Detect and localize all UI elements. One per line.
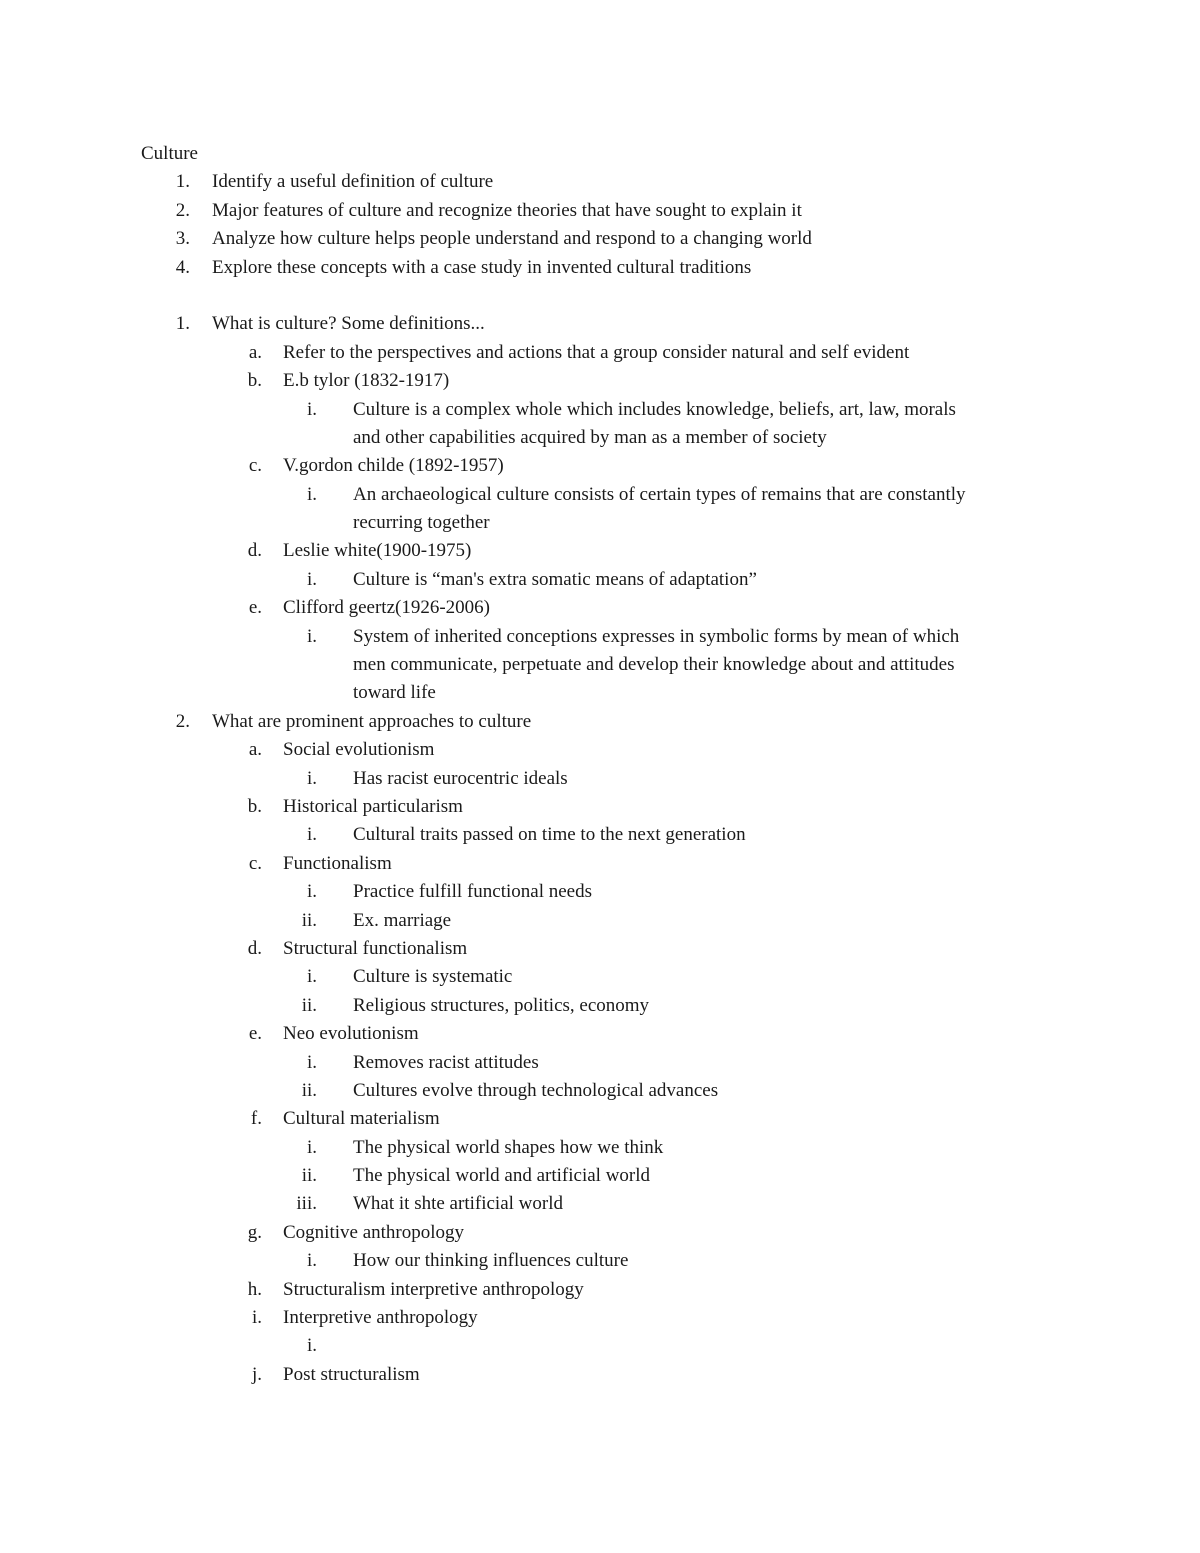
outline-subitem-text: Structural functionalism [283, 937, 468, 959]
outline-subitem-text: Functionalism [283, 852, 392, 874]
outline-detail-marker: i. [306, 625, 317, 647]
outline-subitem [0, 1361, 1200, 1389]
outline-subitem-marker: a. [248, 341, 262, 363]
outline-detail-marker: ii. [301, 1165, 317, 1187]
outline-detail [0, 765, 1200, 793]
outline-detail [0, 1134, 1200, 1162]
outline-detail-marker: i. [306, 966, 317, 988]
outline-detail-marker: i. [306, 767, 317, 789]
outline-section [0, 310, 1200, 338]
outline-section [0, 708, 1200, 736]
outline-detail [0, 623, 1200, 651]
outline-subitem-marker: e. [248, 1023, 262, 1045]
outline-subitem-text: Leslie white(1900-1975) [283, 540, 472, 562]
outline-detail-marker: ii. [301, 994, 317, 1016]
outline-subitem-text: V.gordon childe (1892-1957) [283, 455, 504, 477]
objective-item-marker: 3. [175, 228, 190, 250]
outline-subitem [0, 850, 1200, 878]
outline-detail [0, 1190, 1200, 1218]
outline-subitem-marker: d. [247, 540, 262, 562]
blank-line [0, 282, 1200, 310]
outline-subitem-marker: c. [248, 852, 262, 874]
outline-subitem-marker: b. [247, 370, 262, 392]
outline-section-text: What are prominent approaches to culture [212, 710, 532, 732]
outline-detail-text: Ex. marriage [353, 909, 452, 931]
outline-detail-marker: i. [306, 1250, 317, 1272]
objectives-list [0, 168, 1200, 282]
outline-subitem-text: Refer to the perspectives and actions that a group consider natural and self evident [283, 341, 910, 363]
outline-detail [0, 821, 1200, 849]
outline-detail-text: and other capabilities acquired by man as a member of society [353, 426, 827, 448]
outline-detail-text: men communicate, perpetuate and develop their knowledge about and attitudes [353, 654, 955, 676]
outline-subitem-text: E.b tylor (1832-1917) [283, 370, 450, 392]
outline-detail [0, 1077, 1200, 1105]
outline-subitem-text: Post structuralism [283, 1363, 420, 1385]
outline-subitem-text: Neo evolutionism [283, 1023, 419, 1045]
objective-item [0, 254, 1200, 282]
outline-subitem [0, 1105, 1200, 1133]
outline-detail-text: Cultures evolve through technological advances [353, 1079, 719, 1101]
outline-section-marker: 1. [175, 313, 190, 335]
outline-detail-marker: ii. [301, 909, 317, 931]
objective-item [0, 168, 1200, 196]
outline-subitem-marker: d. [247, 937, 262, 959]
outline-detail-text: Religious structures, politics, economy [353, 994, 650, 1016]
outline-subitem [0, 367, 1200, 395]
outline-detail-text: Culture is “man's extra somatic means of adaptation” [353, 568, 757, 590]
outline-detail-marker: i. [306, 824, 317, 846]
outline-detail-marker: i. [306, 483, 317, 505]
outline-subitem-marker: h. [247, 1278, 262, 1300]
outline-subitem [0, 736, 1200, 764]
outline-subitem-text: Clifford geertz(1926-2006) [283, 597, 491, 619]
outline-detail-text: Removes racist attitudes [353, 1051, 539, 1073]
outline-detail [0, 963, 1200, 991]
outline-subitem [0, 1020, 1200, 1048]
outline-detail [0, 481, 1200, 509]
outline-detail-text: Cultural traits passed on time to the next generation [353, 824, 746, 846]
outline-subitem-marker: a. [248, 739, 262, 761]
outline-detail [0, 992, 1200, 1020]
outline-detail [0, 1162, 1200, 1190]
outline-detail [0, 651, 1200, 679]
outline-detail-text: System of inherited conceptions expresses in symbolic forms by mean of which [353, 625, 960, 647]
outline-detail-text: The physical world and artificial world [353, 1165, 651, 1187]
outline-subitem-marker: c. [248, 455, 262, 477]
outline-detail-text: Culture is systematic [353, 966, 513, 988]
outline-subitem [0, 594, 1200, 622]
outline-subitem [0, 537, 1200, 565]
outline-detail-text: toward life [353, 682, 436, 704]
document-body [0, 140, 1200, 1389]
objective-item-marker: 1. [175, 171, 190, 193]
outline-detail [0, 509, 1200, 537]
outline-subitem-marker: b. [247, 795, 262, 817]
outline-subitem-text: Interpretive anthropology [283, 1307, 478, 1329]
outline-detail-marker: iii. [296, 1193, 317, 1215]
outline-subitem-marker: g. [247, 1221, 262, 1243]
outline-subitem-text: Social evolutionism [283, 739, 435, 761]
outline-detail-text: Practice fulfill functional needs [353, 881, 592, 903]
outline-section-marker: 2. [175, 710, 190, 732]
outline-detail-text: Has racist eurocentric ideals [353, 767, 568, 789]
outline-subitem-marker: f. [250, 1108, 262, 1130]
outline-detail-text: Culture is a complex whole which includes knowledge, beliefs, art, law, morals [353, 398, 956, 420]
outline-detail-text: recurring together [353, 512, 490, 534]
outline-detail [0, 1247, 1200, 1275]
outline-subitem [0, 793, 1200, 821]
outline-subitem [0, 339, 1200, 367]
objective-item-text: Analyze how culture helps people understand and respond to a changing world [212, 228, 812, 250]
outline-detail-text: The physical world shapes how we think [353, 1136, 664, 1158]
outline-detail-marker: i. [306, 1335, 317, 1357]
objective-item-marker: 2. [175, 199, 190, 221]
outline-detail-marker: i. [306, 398, 317, 420]
outline-detail [0, 396, 1200, 424]
outline-detail-marker: i. [306, 1136, 317, 1158]
outline-subitem [0, 1219, 1200, 1247]
objective-item-marker: 4. [175, 256, 190, 278]
outline-detail [0, 679, 1200, 707]
outline-subitem-marker: e. [248, 597, 262, 619]
objective-item-text: Identify a useful definition of culture [212, 171, 494, 193]
outline-detail-text: How our thinking influences culture [353, 1250, 629, 1272]
outline-detail-marker: ii. [301, 1079, 317, 1101]
outline-subitem-marker: j. [251, 1363, 262, 1385]
objective-item [0, 197, 1200, 225]
outline-detail-text: An archaeological culture consists of certain types of remains that are constantly [353, 483, 966, 505]
outline-subitem-marker: i. [251, 1307, 262, 1329]
outline-detail [0, 1049, 1200, 1077]
outline-subitem-text: Structuralism interpretive anthropology [283, 1278, 584, 1300]
document-title: Culture [141, 143, 198, 164]
outline-detail-text: What it shte artificial world [353, 1193, 563, 1215]
objective-item-text: Major features of culture and recognize theories that have sought to explain it [212, 199, 802, 221]
outline-detail [0, 566, 1200, 594]
objective-item-text: Explore these concepts with a case study in invented cultural traditions [212, 256, 752, 278]
document-title-line [0, 140, 1200, 168]
outline-section-text: What is culture? Some definitions... [212, 313, 485, 335]
outline-detail [0, 1332, 1200, 1360]
outline-list [0, 310, 1200, 1389]
outline-detail [0, 907, 1200, 935]
outline-subitem-text: Historical particularism [283, 795, 463, 817]
outline-detail-marker: i. [306, 1051, 317, 1073]
outline-detail [0, 878, 1200, 906]
objective-item [0, 225, 1200, 253]
outline-subitem [0, 1276, 1200, 1304]
outline-subitem-text: Cultural materialism [283, 1108, 440, 1130]
outline-subitem [0, 1304, 1200, 1332]
outline-subitem [0, 452, 1200, 480]
outline-detail [0, 424, 1200, 452]
outline-subitem-text: Cognitive anthropology [283, 1221, 465, 1243]
outline-detail-marker: i. [306, 568, 317, 590]
outline-subitem [0, 935, 1200, 963]
outline-detail-marker: i. [306, 881, 317, 903]
